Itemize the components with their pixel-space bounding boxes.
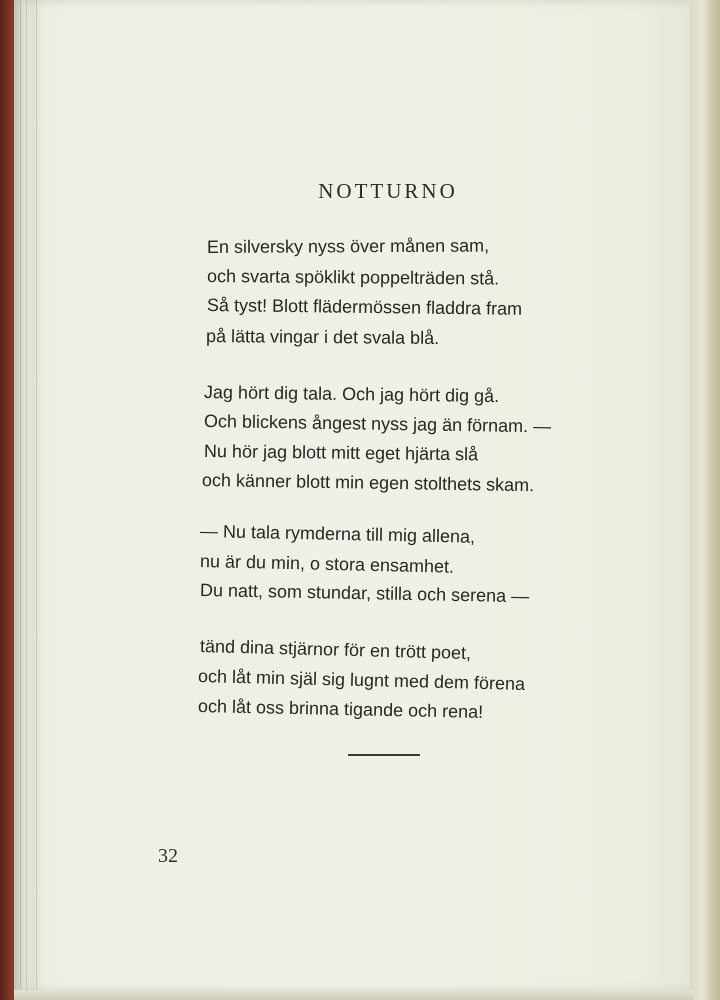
- stanza-4: [197, 631, 531, 722]
- poem-line: — Nu tala rymderna till mig allena,: [199, 521, 476, 547]
- poem-line: och låt min själ sig lugnt med dem förena: [197, 666, 526, 694]
- poem-line: nu är du min, o stora ensamhet.: [199, 551, 455, 577]
- poem-line: och känner blott min egen stolthets skam.: [201, 470, 535, 496]
- poem-line: Jag hört dig tala. Och jag hört dig gå.: [203, 382, 500, 407]
- closing-rule: [348, 754, 420, 756]
- poem-line: och svarta spöklikt poppelträden stå.: [206, 266, 500, 289]
- poem-line: En silversky nyss över månen sam,: [206, 235, 490, 257]
- poem-title: NOTTURNO: [318, 179, 458, 203]
- book-cover-edge: [0, 0, 14, 1000]
- page-edge-line: [36, 0, 37, 992]
- poem-line: Du natt, som stundar, stilla och serena —: [199, 580, 530, 607]
- poem-line: tänd dina stjärnor för en trött poet,: [199, 636, 472, 664]
- poem-line: på lätta vingar i det svala blå.: [205, 326, 440, 349]
- page-edge-line: [26, 0, 27, 992]
- poem-line: Och blickens ångest nyss jag än förnam. —: [203, 411, 552, 437]
- facing-page-edge: [690, 0, 720, 1000]
- page-stack-edge: [14, 990, 694, 1000]
- page-number: 32: [158, 845, 178, 867]
- stanza-2: [201, 377, 552, 497]
- poem-line: Så tyst! Blott flädermössen fladdra fram: [206, 295, 523, 319]
- page-edge-line: [20, 0, 21, 992]
- stanza-1: [204, 232, 523, 352]
- poem-line: och låt oss brinna tigande och rena!: [197, 696, 484, 722]
- poem-line: Nu hör jag blott mitt eget hjärta slå: [203, 441, 479, 465]
- stanza-3: [199, 516, 533, 607]
